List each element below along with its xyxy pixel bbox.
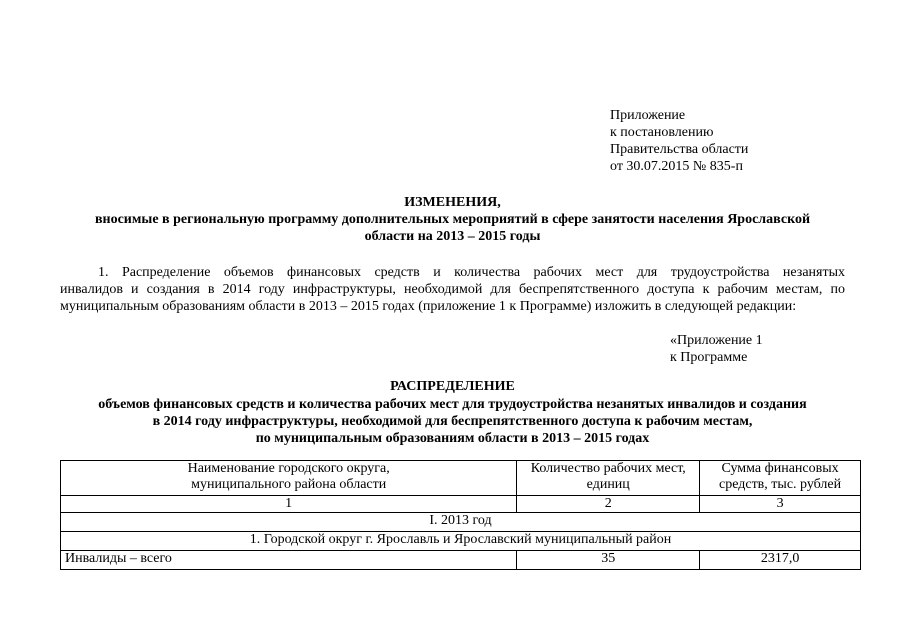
distribution-subtitle — [40, 396, 865, 447]
approval-date: от 30.07.2015 № 835-п — [610, 159, 743, 174]
year-section: I. 2013 год — [61, 513, 861, 532]
changes-subtitle — [60, 211, 845, 245]
annex-line: «Приложение 1 — [670, 333, 763, 348]
distribution-subtitle-line: объемов финансовых средств и количества рабочих мест для трудоустройства незанятых инвалидов и создания — [98, 397, 807, 412]
header-jobs: Количество рабочих мест, единиц — [517, 461, 700, 496]
paragraph-line: 1. Распределение объемов финансовых средств и количества рабочих мест для трудоустройства незанятых — [98, 265, 845, 280]
annex-block — [670, 332, 763, 366]
row-sum: 2317,0 — [700, 551, 861, 570]
approval-line: Приложение — [610, 108, 686, 123]
change-paragraph — [60, 264, 845, 315]
header-municipality: Наименование городского округа, муниципального района области — [61, 461, 517, 496]
distribution-subtitle-line: в 2014 году инфраструктуры, необходимой для беспрепятственного доступа к рабочим местам, — [152, 414, 753, 429]
column-number: 3 — [700, 496, 861, 513]
paragraph-line: инвалидов и создания в 2014 году инфраструктуры, необходимой для беспрепятственного доступа к рабочим местам, по — [60, 282, 845, 297]
header-sum: Сумма финансовых средств, тыс. рублей — [700, 461, 861, 496]
distribution-subtitle-line: по муниципальным образованиям области в 2013 – 2015 годах — [255, 431, 650, 446]
approval-line: Правительства области — [610, 142, 749, 157]
distribution-table — [60, 460, 861, 570]
annex-line: к Программе — [670, 350, 748, 365]
row-jobs: 35 — [517, 551, 700, 570]
column-number: 1 — [61, 496, 517, 513]
column-number-row — [61, 496, 861, 513]
approval-line: к постановлению — [610, 125, 714, 140]
changes-heading: ИЗМЕНЕНИЯ, — [404, 195, 501, 210]
paragraph-line: муниципальным образованиям области в 2013 – 2015 годах (приложение 1 к Программе) изложить в следующей редакции: — [60, 299, 797, 314]
changes-subtitle-line: области на 2013 – 2015 годы — [364, 229, 541, 244]
municipality-name: 1. Городской округ г. Ярославль и Ярославский муниципальный район — [61, 532, 861, 551]
distribution-heading: РАСПРЕДЕЛЕНИЕ — [390, 379, 515, 394]
approval-block — [610, 107, 748, 175]
column-number: 2 — [517, 496, 700, 513]
municipality-row — [61, 532, 861, 551]
table-header-row — [61, 461, 861, 496]
year-section-row — [61, 513, 861, 532]
changes-subtitle-line: вносимые в региональную программу дополнительных мероприятий в сфере занятости населения Ярославской — [94, 212, 811, 227]
row-label: Инвалиды – всего — [61, 551, 517, 570]
table-row — [61, 551, 861, 570]
